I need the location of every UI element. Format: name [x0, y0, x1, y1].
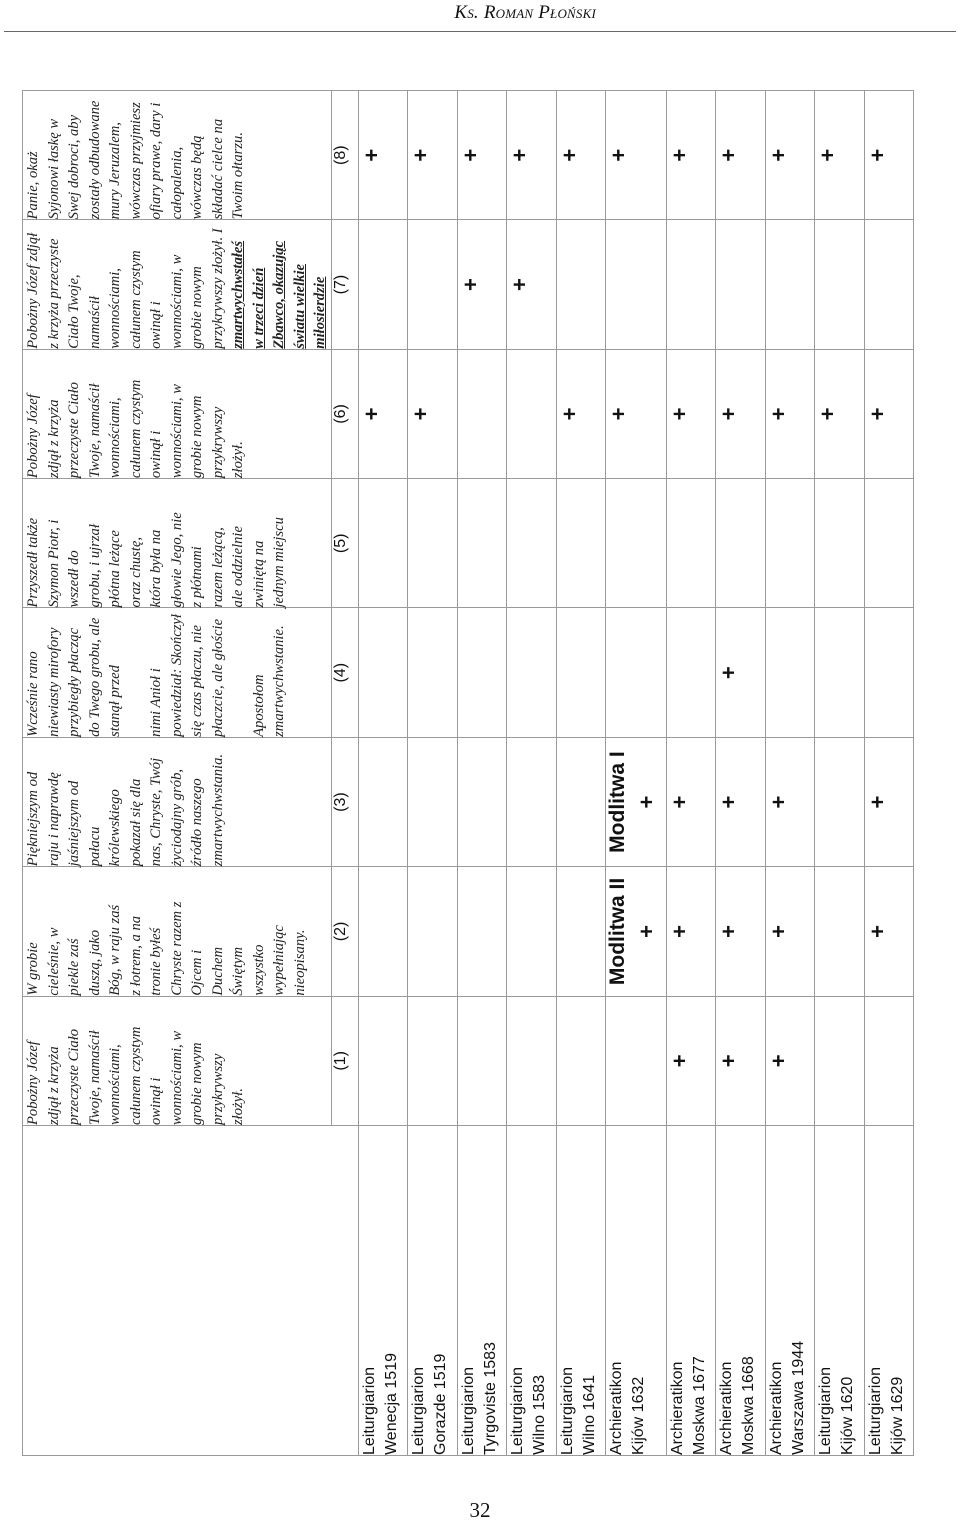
text-line: do Twego grobu, ale [86, 617, 103, 737]
text-line: przykrywszy złożył. I [209, 228, 226, 349]
text-line: zdjął z krzyża [45, 399, 62, 479]
text-line: która była na [148, 529, 164, 608]
text-line: Wcześnie rano [25, 651, 41, 737]
text-line: Panie, okaż [25, 151, 41, 220]
presence-mark: + [765, 407, 791, 421]
mark-cell [606, 479, 667, 608]
mark-cell [457, 479, 507, 608]
text-line: z krzyża przeczyste [45, 238, 62, 349]
source-name-line: Archieratikon [608, 1361, 625, 1455]
presence-mark: + [606, 148, 631, 162]
mark-cell [507, 91, 557, 220]
text-line: mury Jeruzalem, [107, 122, 123, 220]
text-line: przykrywszy [209, 1053, 226, 1125]
mark-cell [716, 737, 766, 866]
col-text-8 [23, 91, 332, 220]
text-line: wonnościami, [107, 1044, 123, 1125]
mark-cell [556, 479, 606, 608]
mark-cell [815, 608, 865, 737]
text-line: owinął i [148, 430, 164, 479]
text-line: wszystko [250, 944, 267, 996]
presence-mark: + [556, 148, 582, 162]
text-line: namaścił [86, 296, 103, 349]
table-row [606, 91, 667, 1456]
text-line: źródło naszego [189, 778, 205, 867]
source-name-line: Leiturgiarion [360, 1366, 378, 1455]
source-name-line: Gorazde 1519 [432, 1353, 449, 1455]
mark-cell [556, 91, 606, 220]
mark-cell [606, 737, 667, 866]
mark-cell [408, 737, 458, 866]
text-line: światu wielkie [291, 264, 308, 349]
text-line: owinął i [148, 1077, 164, 1125]
mark-cell [358, 91, 408, 220]
mark-cell [507, 220, 557, 349]
mark-cell [606, 349, 667, 478]
text-line: zmartwychwstałeś [230, 240, 246, 349]
mark-cell [507, 608, 557, 737]
text-line: z płótnami [189, 546, 205, 608]
mark-cell [507, 996, 557, 1125]
text-line: raju i naprawdę [45, 772, 62, 867]
mark-cell [666, 996, 716, 1125]
col-text-2 [23, 867, 332, 996]
source-name [606, 1126, 667, 1456]
text-line: grobu, i ujrzał [86, 524, 103, 608]
source-name-line: Archieratikon [668, 1361, 686, 1455]
text-line: wszedł do [66, 550, 82, 608]
mark-cell [765, 867, 815, 996]
text-line: ofiary prawe, dary i [148, 102, 164, 220]
text-line: wonnościami, [107, 268, 123, 349]
mark-cell [457, 349, 507, 478]
rotated-table-wrapper [22, 90, 914, 1456]
mark-cell [507, 867, 557, 996]
presence-mark: + [408, 148, 433, 162]
page-number: 32 [469, 1498, 491, 1522]
prayer-label: Modlitwa II [606, 877, 629, 986]
text-line: stanął przed [107, 665, 123, 737]
mark-cell [716, 608, 766, 737]
text-line: życiodajny grób, [168, 768, 185, 867]
col-number: (1) [331, 996, 358, 1125]
mark-cell [457, 91, 507, 220]
presence-mark: + [507, 148, 532, 162]
table-row [507, 91, 557, 1456]
mark-cell [666, 349, 716, 478]
presence-mark: + [358, 407, 384, 421]
source-name-line: Kijów 1629 [888, 1376, 906, 1455]
text-line: Bóg, w raju zaś [107, 904, 123, 996]
mark-cell [765, 608, 815, 737]
mark-cell [765, 349, 815, 478]
text-line: wonnościami, [107, 397, 123, 479]
mark-cell [716, 349, 766, 478]
mark-cell [864, 91, 914, 220]
presence-mark: + [815, 148, 840, 162]
text-line: tronie byłeś [148, 927, 164, 996]
table-body [358, 91, 914, 1456]
mark-cell [815, 737, 865, 866]
mark-cell [716, 91, 766, 220]
text-line: przeczyste Ciało [66, 382, 82, 479]
text-line: płótna leżące [107, 530, 123, 608]
text-line: Ojcem i [189, 949, 205, 996]
source-name-line: Leiturgiarion [817, 1366, 834, 1455]
header-rule [4, 31, 956, 32]
mark-cell [556, 349, 606, 478]
mark-cell [864, 996, 914, 1125]
source-name [815, 1126, 865, 1456]
table-row [716, 91, 766, 1456]
text-line: niewiasty mirofory [45, 627, 62, 737]
mark-cell [358, 479, 408, 608]
mark-cell [864, 220, 914, 349]
mark-cell [666, 608, 716, 737]
text-line: nimi Anioł i [148, 668, 164, 737]
text-line: wonnościami, w [168, 254, 185, 349]
mark-cell [716, 220, 766, 349]
text-line: złożył. [230, 1088, 246, 1125]
mark-cell [606, 91, 667, 220]
source-name-line: Archieratikon [718, 1361, 735, 1455]
mark-cell [666, 479, 716, 608]
source-name-line: Moskwa 1677 [690, 1356, 708, 1455]
mark-cell [358, 867, 408, 996]
mark-cell [408, 867, 458, 996]
col-number: (6) [331, 349, 358, 478]
presence-mark: + [716, 407, 741, 421]
mark-cell [606, 608, 667, 737]
presence-mark: + [666, 148, 692, 162]
source-name-line: Leiturgiarion [558, 1366, 576, 1455]
text-line: pokazał się dla [127, 778, 144, 867]
table-row [457, 91, 507, 1456]
mark-cell [864, 349, 914, 478]
text-line: królewskiego [107, 789, 123, 867]
presence-mark: + [864, 148, 890, 162]
presence-mark: + [765, 1054, 791, 1068]
text-line: piekle zaś [66, 938, 82, 996]
presence-mark: + [716, 666, 741, 680]
presence-mark: + [606, 407, 631, 421]
text-line: wówczas będą [189, 135, 205, 220]
text-line: Chryste razem z [168, 901, 185, 996]
text-line: wonnościami, w [168, 384, 185, 479]
source-name [358, 1126, 408, 1456]
source-name [864, 1126, 914, 1456]
mark-cell [765, 220, 815, 349]
text-line: całopalenia, [168, 146, 185, 220]
mark-cell [815, 91, 865, 220]
text-line: Świętym [230, 946, 246, 996]
text-line: Piękniejszym od [25, 771, 41, 867]
text-line: nieopisany. [291, 929, 308, 996]
presence-mark: + [864, 407, 890, 421]
mark-cell [358, 349, 408, 478]
text-line: razem leżącą, [209, 527, 226, 608]
presence-mark: + [634, 925, 659, 938]
presence-mark: + [556, 407, 582, 421]
text-line: złożył. [230, 441, 246, 479]
col-number: (7) [331, 220, 358, 349]
table-row [358, 91, 408, 1456]
text-line [126, 609, 147, 737]
text-line [228, 609, 249, 737]
presence-mark: + [457, 278, 483, 291]
mark-cell [864, 737, 914, 866]
text-line: całunem czystym [127, 1026, 144, 1125]
text-line: Duchem [209, 946, 226, 996]
presence-mark: + [666, 925, 692, 938]
text-line: głowie Jego, nie [168, 512, 185, 608]
text-line: nas, Chryste, Twój [148, 757, 164, 867]
prayer-label: Modlitwa I [606, 751, 629, 853]
source-name [556, 1126, 606, 1456]
col-number: (8) [331, 91, 358, 220]
mark-cell [716, 996, 766, 1125]
source-name [765, 1126, 815, 1456]
mark-cell [507, 479, 557, 608]
mark-cell [556, 996, 606, 1125]
source-name-line: Archieratikon [767, 1361, 785, 1455]
mark-cell [765, 479, 815, 608]
text-line: zdjął z krzyża [45, 1046, 62, 1125]
col-text-6 [23, 349, 332, 478]
text-line: przykrywszy [209, 406, 226, 479]
mark-cell [864, 479, 914, 608]
text-line: Przyszedł także [25, 517, 41, 608]
mark-cell [556, 737, 606, 866]
source-name-line: Tyrgoviste 1583 [481, 1342, 499, 1455]
running-header: Ks. Roman Płoński [454, 2, 596, 23]
table-row [765, 91, 815, 1456]
text-line: ale oddzielnie [230, 526, 246, 608]
mark-cell [358, 608, 408, 737]
source-name [666, 1126, 716, 1456]
mark-cell [507, 349, 557, 478]
text-line: Twoje, namaścił [86, 383, 103, 479]
source-name-line: Leiturgiarion [866, 1366, 884, 1455]
mark-cell [457, 608, 507, 737]
mark-cell [716, 479, 766, 608]
source-name-line: Moskwa 1668 [740, 1356, 757, 1455]
presence-mark: + [666, 407, 692, 421]
mark-cell [457, 737, 507, 866]
text-line: Swej dobroci, aby [66, 114, 82, 220]
mark-cell [765, 996, 815, 1125]
text-line: Pobożny Józef [25, 1041, 41, 1125]
text-line: zostały odbudowane [86, 100, 103, 220]
mark-cell [606, 996, 667, 1125]
mark-cell [815, 867, 865, 996]
mark-cell [765, 91, 815, 220]
text-line: miłosierdzie [312, 276, 328, 349]
text-line: całunem czystym [127, 379, 144, 479]
presence-mark: + [666, 1054, 692, 1068]
source-name-line: Kijów 1620 [839, 1376, 856, 1455]
presence-mark: + [457, 148, 483, 162]
presence-mark: + [765, 795, 791, 809]
text-line: wówczas przyjmiesz [127, 102, 144, 220]
text-line: owinął i [148, 301, 164, 349]
text-line: oraz chustę, [127, 536, 144, 608]
text-line: przybiegły płacząc [66, 627, 82, 737]
source-name-line: Wilno 1641 [580, 1374, 598, 1455]
source-name-line: Warszawa 1944 [789, 1340, 807, 1455]
mark-cell [666, 91, 716, 220]
mark-cell [666, 867, 716, 996]
mark-cell [408, 349, 458, 478]
text-row [23, 91, 332, 1456]
source-name-line: Leiturgiarion [410, 1366, 427, 1455]
mark-cell [864, 608, 914, 737]
col-text-5 [23, 479, 332, 608]
source-name [716, 1126, 766, 1456]
table-row [864, 91, 914, 1456]
mark-cell [408, 220, 458, 349]
presence-mark: + [716, 1054, 741, 1068]
table-row [815, 91, 865, 1456]
source-name [408, 1126, 458, 1456]
text-line: w trzeci dzień [250, 267, 267, 349]
mark-cell [606, 867, 667, 996]
mark-cell [556, 867, 606, 996]
presence-mark: + [765, 925, 791, 938]
presence-mark: + [634, 795, 659, 809]
source-name-line: Wenecja 1519 [382, 1353, 400, 1455]
source-name-line: Kijów 1632 [630, 1376, 647, 1455]
source-name [507, 1126, 557, 1456]
text-line: składać cielce na [209, 118, 226, 220]
presence-mark: + [716, 795, 741, 809]
text-line: grobie nowym [189, 266, 205, 349]
col-number: (4) [331, 608, 358, 737]
col-number: (2) [331, 867, 358, 996]
col-text-4 [23, 608, 332, 737]
table-row [408, 91, 458, 1456]
mark-cell [815, 349, 865, 478]
text-line: zmartwychwstanie. [271, 625, 287, 737]
text-line: całunem czystym [127, 250, 144, 349]
mark-cell [358, 996, 408, 1125]
mark-cell [556, 608, 606, 737]
text-line: Twoim ołtarzu. [230, 132, 246, 220]
presence-mark: + [507, 278, 532, 291]
text-line: grobie nowym [189, 395, 205, 479]
text-line: Syjonowi łaskę w [45, 118, 62, 220]
col-number: (3) [331, 737, 358, 866]
text-line: powiedział: Skończył [168, 614, 185, 737]
comparison-table [22, 90, 914, 1456]
text-line: Ciało Twoje, [66, 274, 82, 349]
text-line: wypełniając [271, 925, 287, 996]
text-line: jednym miejscu [271, 517, 287, 608]
col-number: (5) [331, 479, 358, 608]
text-line: Apostołom [250, 674, 267, 737]
text-line: przeczyste Ciało [66, 1028, 82, 1125]
presence-mark: + [716, 148, 741, 162]
source-name-line: Leiturgiarion [459, 1366, 477, 1455]
mark-cell [815, 479, 865, 608]
text-line: Twoje, namaścił [86, 1030, 103, 1125]
mark-cell [815, 996, 865, 1125]
corner-cell [23, 1126, 359, 1456]
text-line: zmartwychwstania. [209, 753, 226, 867]
mark-cell [765, 737, 815, 866]
text-line: pałacu [86, 826, 103, 867]
text-line: się czas płaczu, nie [189, 625, 205, 737]
source-name-line: Leiturgiarion [509, 1366, 526, 1455]
mark-cell [408, 91, 458, 220]
mark-cell [606, 220, 667, 349]
text-line: wonnościami, w [168, 1030, 185, 1125]
text-line: Zbawco, okazując [271, 240, 287, 349]
presence-mark: + [408, 407, 433, 421]
mark-cell [666, 220, 716, 349]
mark-cell [457, 220, 507, 349]
mark-cell [358, 737, 408, 866]
text-line: jaśniejszym od [66, 780, 82, 867]
mark-cell [507, 737, 557, 866]
text-line: grobie nowym [189, 1042, 205, 1125]
col-text-1 [23, 996, 332, 1125]
text-line: zwiniętą na [250, 540, 267, 608]
mark-cell [457, 867, 507, 996]
mark-cell [666, 737, 716, 866]
presence-mark: + [358, 148, 384, 162]
table-row [556, 91, 606, 1456]
mark-cell [408, 996, 458, 1125]
text-line: W grobie [25, 942, 41, 996]
source-name-line: Wilno 1583 [531, 1374, 548, 1455]
text-line: Pobożny Józef [25, 394, 41, 479]
text-line: Pobożny Józef zdjął [25, 232, 41, 349]
mark-cell [716, 867, 766, 996]
presence-mark: + [864, 925, 890, 938]
mark-cell [457, 996, 507, 1125]
mark-cell [408, 608, 458, 737]
mark-cell [815, 220, 865, 349]
col-text-7 [23, 220, 332, 349]
mark-cell [864, 867, 914, 996]
presence-mark: + [815, 407, 840, 421]
text-line: Szymon Piotr, i [45, 519, 62, 608]
mark-cell [358, 220, 408, 349]
mark-cell [556, 220, 606, 349]
table-row [666, 91, 716, 1456]
text-line: duszą, jako [86, 929, 103, 996]
source-name [457, 1126, 507, 1456]
mark-cell [408, 479, 458, 608]
presence-mark: + [716, 925, 741, 938]
text-line: płaczcie, ale głoście [209, 618, 226, 737]
presence-mark: + [864, 795, 890, 809]
presence-mark: + [765, 148, 791, 162]
col-text-3 [23, 737, 332, 866]
text-line: cieleśnie, w [45, 927, 62, 996]
presence-mark: + [666, 795, 692, 809]
text-line: z łotrem, a na [127, 915, 144, 996]
